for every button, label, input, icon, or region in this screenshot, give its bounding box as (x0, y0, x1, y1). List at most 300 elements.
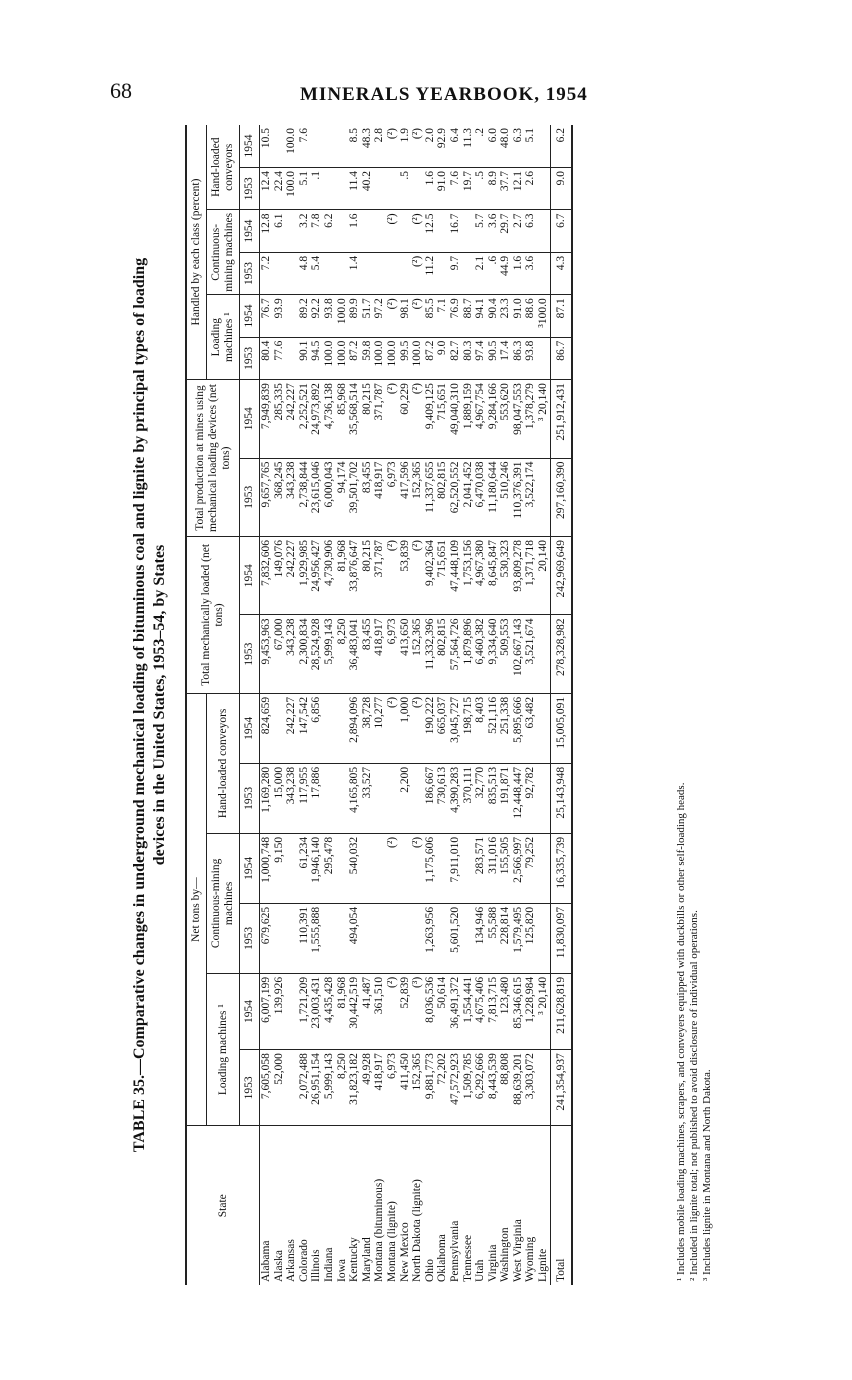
cell-lm54: 36,491,372 (449, 973, 462, 1049)
year-header: 1954 (240, 295, 260, 337)
cell-pcm54: (²) (386, 210, 399, 252)
cell-phl53: .5 (474, 168, 487, 210)
cell-lm54: 123,480 (499, 973, 512, 1049)
cell-plm53: 80.4 (260, 337, 273, 379)
cell-plm53: 93.8 (524, 337, 537, 379)
cell-cm54: (²) (386, 833, 399, 903)
caption-line-1: TABLE 35.—Comparative changes in underground mechanical loading of bituminous coal and lignite by principal types of loading (131, 257, 148, 1153)
cell-hl53: 835,513 (487, 763, 500, 833)
cell-plm53: 100.0 (336, 337, 349, 379)
cell-cm53: 679,625 (260, 903, 273, 973)
cell-cm54: 311,016 (487, 833, 500, 903)
cell-cm54: 540,032 (348, 833, 361, 903)
cell-lm53: 5,999,143 (323, 1050, 336, 1126)
table-row (436, 125, 449, 1285)
cell-cm53 (361, 903, 374, 973)
cell-pcm54: 7.8 (310, 210, 323, 252)
cell-phl54 (537, 125, 550, 168)
cell-phl53: 8.9 (487, 168, 500, 210)
table-row (449, 125, 462, 1285)
cell-hl53: 32,770 (474, 763, 487, 833)
cell-cm54 (537, 833, 550, 903)
cell-tp53: 152,365 (411, 458, 424, 536)
cell-hl54: 190,222 (424, 693, 437, 763)
state-name: Arkansas (285, 1126, 298, 1285)
cell-phl53: 22.4 (273, 168, 286, 210)
cell-tp54: 715,651 (436, 380, 449, 458)
year-header: 1953 (240, 615, 260, 693)
cell-hl54 (336, 693, 349, 763)
cell-phl54: 7.6 (297, 128, 310, 143)
cell-plm54: (²) (411, 295, 424, 337)
state-name: Alaska (273, 1126, 286, 1285)
year-header: 1954 (240, 693, 260, 763)
cell-plm54 (285, 295, 298, 337)
cell-lm53: 26,951,154 (310, 1050, 323, 1126)
cell-phl54 (273, 125, 286, 168)
state-name: Tennessee (462, 1126, 475, 1285)
cell-pcm54 (399, 210, 412, 252)
year-header: 1954 (240, 380, 260, 458)
cell-tp53: 83,455 (361, 458, 374, 536)
cell-lm54: 52,839 (399, 973, 412, 1049)
state-name: Utah (474, 1126, 487, 1285)
cell-plm54: 85.5 (424, 295, 437, 337)
cell-tp54: 2,252,521 (298, 380, 311, 458)
table-row (537, 125, 550, 1285)
cell-hl54: 15,005,091 (550, 693, 572, 763)
cell-pcm53 (462, 252, 475, 294)
cell-cm54 (399, 833, 412, 903)
cell-plm54: (²) (386, 295, 399, 337)
cell-tm53: 9,334,640 (487, 615, 500, 693)
state-name: Oklahoma (436, 1126, 449, 1285)
cell-phl53: 40.2 (361, 168, 374, 210)
cell-lm54: 211,628,819 (550, 973, 572, 1049)
cell-cm53 (336, 903, 349, 973)
cell-plm53: 99.5 (399, 337, 412, 379)
state-name: Iowa (336, 1126, 349, 1285)
cell-tm54: 4,730,906 (323, 536, 336, 614)
cell-tm53: 278,328,982 (550, 615, 572, 693)
cell-hl54 (323, 693, 336, 763)
cell-tm53: 67,000 (273, 615, 286, 693)
cell-pcm54: 29.7 (499, 210, 512, 252)
cell-tp53: 343,238 (285, 458, 298, 536)
cell-tp53: 94,174 (336, 458, 349, 536)
cell-lm53: 152,365 (411, 1050, 424, 1126)
cell-plm54: 92.2 (310, 295, 323, 337)
cell-cm53: 134,946 (474, 903, 487, 973)
cell-plm53 (285, 337, 298, 379)
cell-tm54: 33,876,647 (348, 536, 361, 614)
cell-tp54: (²) (386, 380, 399, 458)
cell-tm53: 6,460,382 (474, 615, 487, 693)
cell-pcm53: (²) (411, 252, 424, 294)
cell-plm54: 88.7 (462, 295, 475, 337)
cell-hl53: 33,527 (361, 763, 374, 833)
cell-tp54: (²) (411, 380, 424, 458)
cell-plm54: 97.2 (373, 295, 386, 337)
cell-lm54: 4,675,406 (474, 973, 487, 1049)
cell-tp54: 4,736,138 (323, 380, 336, 458)
cell-tm54: 53,839 (399, 536, 412, 614)
hand-loaded-header: Hand-loaded conveyors (207, 693, 240, 833)
cell-pcm54: 6.1 (273, 210, 286, 252)
cell-cm54: 1,175,606 (424, 833, 437, 903)
cell-pcm53 (399, 252, 412, 294)
cell-hl53: 4,165,805 (348, 763, 361, 833)
cell-hl53: 191,871 (499, 763, 512, 833)
cell-hl53: 117,955 (298, 763, 311, 833)
cell-tp53: 110,376,391 (512, 458, 525, 536)
cell-hl54: 10,277 (373, 693, 386, 763)
cell-pcm54: 3.2 (298, 210, 311, 252)
cell-hl53: 25,143,948 (550, 763, 572, 833)
cell-hl53 (336, 763, 349, 833)
cell-tm53: 6,973 (386, 615, 399, 693)
cell-pcm54: 16.7 (449, 210, 462, 252)
table-row (298, 125, 311, 1285)
hand-loaded-pct-header: Hand-loaded conveyors (207, 125, 240, 210)
cell-tm54: (²) (411, 536, 424, 614)
table-row (285, 125, 298, 1285)
cell-tm53: 413,650 (399, 615, 412, 693)
table-row (512, 125, 525, 1285)
rotated-table-block (130, 125, 730, 1285)
cell-tp54: 60,229 (399, 380, 412, 458)
cell-tp53: 3,522,174 (524, 458, 537, 536)
cell-tm53: 5,999,143 (323, 615, 336, 693)
cell-plm54: 91.0 (512, 295, 525, 337)
loading-machines-header: Loading machines ¹ (207, 973, 240, 1126)
cell-plm53: 82.7 (449, 337, 462, 379)
cell-hl54: (²) (411, 693, 424, 763)
cell-pcm54 (361, 210, 374, 252)
cell-cm53 (411, 903, 424, 973)
cell-tp54: 285,335 (273, 380, 286, 458)
cell-hl54: 665,037 (436, 693, 449, 763)
footnotes (675, 783, 714, 1281)
cell-hl54: 824,659 (260, 693, 273, 763)
cell-phl53: 12.4 (260, 168, 273, 210)
cell-cm53: 125,820 (524, 903, 537, 973)
cell-tm53: 83,455 (361, 615, 374, 693)
cell-lm53 (285, 1050, 298, 1126)
cell-plm54: 76.7 (260, 295, 273, 337)
cell-tm54: 8,645,847 (487, 536, 500, 614)
cell-lm54: 7,813,715 (487, 973, 500, 1049)
cell-hl54: 147,542 (298, 693, 311, 763)
year-header: 1954 (240, 536, 260, 614)
cell-tm54: 1,929,985 (298, 536, 311, 614)
cell-cm54: 1,946,140 (310, 833, 323, 903)
cell-tp54: 24,973,892 (310, 380, 323, 458)
table-row (399, 125, 412, 1285)
cell-tp53: 6,000,043 (323, 458, 336, 536)
cell-pcm54: 2.7 (512, 210, 525, 252)
net-tons-header: Net tons by— (186, 693, 207, 1126)
cell-plm53: 100.0 (411, 337, 424, 379)
cell-hl54 (273, 693, 286, 763)
cell-lm54: ³ 20,140 (537, 973, 550, 1049)
cell-lm54: 23,003,431 (310, 973, 323, 1049)
cell-cm54: 7,911,010 (449, 833, 462, 903)
cell-phl53: 100.0 (285, 168, 298, 210)
year-header: 1953 (240, 763, 260, 833)
cell-tm53: 152,365 (411, 615, 424, 693)
cell-cm53 (399, 903, 412, 973)
cell-lm53: 8,250 (336, 1050, 349, 1126)
cell-pcm54 (462, 210, 475, 252)
cell-lm53: 52,000 (273, 1050, 286, 1126)
year-header: 1953 (240, 252, 260, 294)
cell-tm54: 715,651 (436, 536, 449, 614)
cell-plm53: 90.1 (298, 337, 311, 379)
cell-hl53 (386, 763, 399, 833)
cell-tp53: 39,501,702 (348, 458, 361, 536)
cell-lm53: 49,928 (361, 1050, 374, 1126)
cell-hl54: 63,482 (524, 693, 537, 763)
cell-hl54: 521,116 (487, 693, 500, 763)
cell-pcm53: 1.6 (512, 252, 525, 294)
state-name: West Virginia (512, 1126, 525, 1285)
cell-tp54: 1,378,279 (524, 380, 537, 458)
cell-plm54: 94.1 (474, 295, 487, 337)
cell-tm53: 57,564,726 (449, 615, 462, 693)
cell-phl54: 5.1 (524, 128, 537, 143)
loading-machines-pct-header: Loading machines ¹ (207, 295, 240, 380)
state-name: Washington (499, 1126, 512, 1285)
table-row (462, 125, 475, 1285)
cell-pcm53 (361, 252, 374, 294)
cell-tm54: 1,753,156 (462, 536, 475, 614)
cell-cm54 (462, 833, 475, 903)
cell-phl53: 12.1 (512, 168, 525, 210)
cell-plm53: 59.8 (361, 337, 374, 379)
cell-plm53: 90.5 (487, 337, 500, 379)
cell-tm53: 8,250 (336, 615, 349, 693)
cell-tp54: 7,949,839 (260, 380, 273, 458)
cell-lm54: 50,614 (436, 973, 449, 1049)
cell-plm54: ³100.0 (537, 295, 550, 337)
cell-lm53: 2,072,488 (298, 1050, 311, 1126)
cell-cm53 (373, 903, 386, 973)
continuous-mining-header: Continuous-mining machines (207, 833, 240, 973)
cell-cm54: 295,478 (323, 833, 336, 903)
cell-tp53: 510,246 (499, 458, 512, 536)
cell-cm53 (285, 903, 298, 973)
cell-cm54 (285, 833, 298, 903)
cell-lm53: 6,292,666 (474, 1050, 487, 1126)
cell-hl53: 2,200 (399, 763, 412, 833)
cell-cm54: 9,150 (273, 833, 286, 903)
cell-tp53: 6,973 (386, 458, 399, 536)
cell-phl53: 19.7 (462, 168, 475, 210)
cell-tm53: 509,553 (499, 615, 512, 693)
cell-tm54: 24,956,427 (310, 536, 323, 614)
table-row (487, 125, 500, 1285)
cell-phl54: (²) (411, 128, 424, 140)
cell-tm53: 418,917 (373, 615, 386, 693)
cell-tp54: 35,568,514 (348, 380, 361, 458)
cell-hl54: 6,856 (310, 693, 323, 763)
cell-cm54 (361, 833, 374, 903)
cell-tp53: 368,245 (273, 458, 286, 536)
table-row (323, 125, 336, 1285)
cell-hl53: 343,238 (285, 763, 298, 833)
cell-cm53: 1,579,495 (512, 903, 525, 973)
cell-plm53 (537, 337, 550, 379)
cell-hl53 (323, 763, 336, 833)
cell-cm54: 79,252 (524, 833, 537, 903)
cell-plm53: 86.7 (550, 337, 572, 379)
data-table (185, 125, 573, 1285)
cell-plm53: 17.4 (499, 337, 512, 379)
cell-tm54: (²) (386, 536, 399, 614)
year-header: 1953 (240, 1050, 260, 1126)
cell-hl54: 8,403 (474, 693, 487, 763)
state-name: Total (550, 1126, 572, 1285)
cell-cm54: 1,000,748 (260, 833, 273, 903)
year-header: 1953 (240, 903, 260, 973)
cell-phl53 (411, 168, 424, 210)
cell-tp53: 62,520,552 (449, 458, 462, 536)
footnote-1: ¹ Includes mobile loading machines, scrapers, and conveyers equipped with duckbills or other self-loading heads. (675, 782, 687, 1281)
cell-tp53 (537, 458, 550, 536)
cell-cm53: 494,054 (348, 903, 361, 973)
cell-hl54: 3,045,727 (449, 693, 462, 763)
cell-plm53: 100.0 (373, 337, 386, 379)
cell-phl54: 11.3 (461, 128, 474, 148)
cell-hl53: 186,667 (424, 763, 437, 833)
table-row (273, 125, 286, 1285)
cell-cm53: 5,601,520 (449, 903, 462, 973)
cell-lm54: 8,036,536 (424, 973, 437, 1049)
year-header: 1953 (240, 458, 260, 536)
cell-plm54: 87.1 (550, 295, 572, 337)
table-body (260, 125, 572, 1285)
cell-hl54: 198,715 (462, 693, 475, 763)
cell-tm53: 802,815 (436, 615, 449, 693)
cell-plm54: 89.2 (298, 295, 311, 337)
cell-tp53: 11,180,644 (487, 458, 500, 536)
footnote-2: ² Included in lignite total; not published to avoid disclosure of individual operations. (688, 910, 700, 1281)
cell-pcm54: 6.2 (323, 210, 336, 252)
year-header: 1954 (240, 833, 260, 903)
continuous-mining-pct-header: Continuous-mining machines (207, 210, 240, 295)
cell-lm53: 7,605,058 (260, 1050, 273, 1126)
cell-pcm53: 5.4 (310, 252, 323, 294)
cell-hl54: (²) (386, 693, 399, 763)
cell-hl54: 251,338 (499, 693, 512, 763)
running-title: MINERALS YEARBOOK, 1954 (300, 84, 588, 105)
page-number: 68 (110, 78, 132, 103)
cell-pcm54: 1.6 (348, 210, 361, 252)
year-header: 1953 (240, 168, 260, 210)
cell-cm54: 2,566,997 (512, 833, 525, 903)
cell-tp54: 85,968 (336, 380, 349, 458)
cell-pcm54: 5.7 (474, 210, 487, 252)
cell-phl53 (537, 168, 550, 210)
cell-pcm53 (323, 252, 336, 294)
cell-plm54: 100.0 (336, 295, 349, 337)
cell-tp54: 9,409,125 (424, 380, 437, 458)
cell-lm53: 47,572,923 (449, 1050, 462, 1126)
cell-tp54: 553,620 (499, 380, 512, 458)
cell-lm53: 418,917 (373, 1050, 386, 1126)
cell-lm54: 1,554,441 (462, 973, 475, 1049)
cell-cm54: 155,505 (499, 833, 512, 903)
cell-cm53 (436, 903, 449, 973)
cell-tm53: 102,667,143 (512, 615, 525, 693)
handled-class-header: Handled by each class (percent) (186, 125, 207, 380)
cell-plm54: 93.9 (273, 295, 286, 337)
cell-cm53 (273, 903, 286, 973)
cell-pcm53: 2.1 (474, 252, 487, 294)
cell-phl54: 6.4 (448, 128, 461, 143)
cell-pcm53 (273, 252, 286, 294)
state-name: Kentucky (348, 1126, 361, 1285)
cell-phl53 (323, 168, 336, 210)
cell-lm54: (³) (411, 973, 424, 1049)
cell-phl53: 2.6 (524, 168, 537, 210)
cell-lm54: 139,926 (273, 973, 286, 1049)
cell-lm53: 31,823,182 (348, 1050, 361, 1126)
cell-pcm54: 12.8 (260, 210, 273, 252)
cell-plm54: 88.6 (524, 295, 537, 337)
cell-phl54: 6.3 (511, 128, 524, 143)
cell-pcm53: .6 (487, 252, 500, 294)
cell-pcm53 (537, 252, 550, 294)
cell-phl54: 2.0 (423, 128, 436, 143)
table-row (260, 125, 273, 1285)
cell-tp54: 1,889,159 (462, 380, 475, 458)
cell-phl53 (336, 168, 349, 210)
cell-phl54: 8.5 (348, 128, 361, 143)
cell-tm54: 242,227 (285, 536, 298, 614)
cell-tp54: 4,967,754 (474, 380, 487, 458)
cell-pcm53: 11.2 (424, 252, 437, 294)
cell-plm54: 23.3 (499, 295, 512, 337)
cell-cm54 (336, 833, 349, 903)
cell-phl53: 37.7 (499, 168, 512, 210)
cell-tp53: 11,337,655 (424, 458, 437, 536)
state-name: Virginia (487, 1126, 500, 1285)
cell-phl53: 7.6 (449, 168, 462, 210)
cell-cm54: (²) (411, 833, 424, 903)
cell-pcm54 (537, 210, 550, 252)
cell-cm53 (323, 903, 336, 973)
cell-hl53 (537, 763, 550, 833)
total-row (550, 125, 572, 1285)
cell-pcm54 (436, 210, 449, 252)
cell-cm54 (373, 833, 386, 903)
cell-phl53: 11.4 (348, 168, 361, 210)
cell-lm54: 30,442,519 (348, 973, 361, 1049)
table-row (411, 125, 424, 1285)
cell-phl54: 48.3 (360, 128, 373, 149)
state-name: Pennsylvania (449, 1126, 462, 1285)
cell-tp54: 251,912,431 (550, 380, 572, 458)
cell-lm53 (537, 1050, 550, 1126)
cell-tm54: 20,140 (537, 536, 550, 614)
cell-tm53: 9,453,963 (260, 615, 273, 693)
cell-pcm54 (336, 210, 349, 252)
cell-hl54: 38,728 (361, 693, 374, 763)
cell-phl53 (373, 168, 386, 210)
cell-hl53: 4,390,283 (449, 763, 462, 833)
